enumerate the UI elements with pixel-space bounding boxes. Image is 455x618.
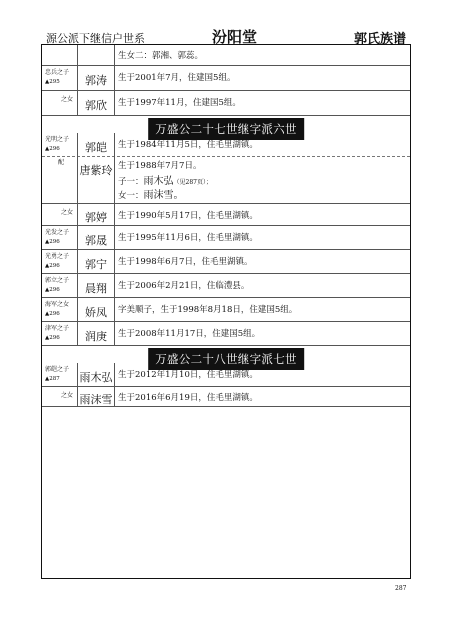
page-reference: ▲296 <box>45 146 60 152</box>
relation-text: 津军之子 <box>45 325 70 332</box>
page-reference: ▲296 <box>45 287 60 293</box>
table-row <box>42 66 410 91</box>
table-row <box>42 274 410 298</box>
daughter-label: 女一： <box>118 191 144 201</box>
person-name: 雨木弘 <box>79 371 113 384</box>
relation-cell <box>42 387 78 406</box>
page-reference: ▲296 <box>45 311 60 317</box>
spouse-son-line <box>118 172 212 187</box>
page-reference: ▲296 <box>45 263 60 269</box>
name-cell <box>78 274 115 297</box>
daughter-name: 雨沫雪。 <box>143 190 184 201</box>
person-name: 晨翔 <box>85 282 107 295</box>
relation-text: 郭立之子 <box>45 277 70 284</box>
person-name: 唐紫玲 <box>79 164 113 177</box>
name-cell <box>78 91 115 115</box>
person-name: 郭婷 <box>85 211 107 224</box>
name-cell <box>78 204 115 225</box>
page-reference: ▲296 <box>45 239 60 245</box>
name-cell <box>78 363 115 386</box>
description-text: 生于1984年11月5日，住毛里湖镇。 <box>118 140 258 150</box>
relation-cell <box>42 156 78 203</box>
relation-cell <box>42 45 78 65</box>
relation-cell <box>42 91 78 115</box>
person-name: 润庚 <box>85 330 107 343</box>
son-page-reference: （见287页）； <box>173 179 212 186</box>
person-name: 郭皑 <box>85 141 107 154</box>
generation-banner: 万盛公二十七世继字派六世 <box>148 118 304 140</box>
table-row <box>42 322 410 346</box>
son-label: 子一： <box>118 177 144 187</box>
description-text: 生于1997年11月，住建国5组。 <box>118 98 241 108</box>
name-cell <box>78 250 115 273</box>
description-text: 生于2012年1月10日，住毛里湖镇。 <box>118 370 258 380</box>
relation-text: 之女 <box>60 392 73 399</box>
relation-cell <box>42 66 78 90</box>
table-row <box>42 156 410 204</box>
relation-text: 海军之女 <box>45 301 70 308</box>
table-row <box>42 387 410 407</box>
table-row <box>42 133 410 156</box>
name-cell <box>78 45 115 65</box>
relation-cell <box>42 250 78 273</box>
table-row <box>42 363 410 387</box>
page-reference: ▲296 <box>45 335 60 341</box>
name-cell <box>78 226 115 249</box>
son-name: 雨木弘 <box>143 176 174 187</box>
table-row <box>42 91 410 116</box>
relation-cell <box>42 226 78 249</box>
relation-cell <box>42 204 78 225</box>
page-reference: ▲295 <box>45 79 60 85</box>
generation-banner: 万盛公二十八世继字派七世 <box>148 348 304 370</box>
relation-cell <box>42 298 78 321</box>
description-text: 生女二：郭湘、郭蕊。 <box>118 51 204 61</box>
relation-text: 郭皑之子 <box>45 366 70 373</box>
table-row <box>42 45 410 66</box>
name-cell <box>78 66 115 90</box>
description-text: 生于1990年5月17日，住毛里湖镇。 <box>118 211 258 221</box>
relation-text: 光明之子 <box>45 136 70 143</box>
spouse-birth: 生于1988年7月7日。 <box>118 161 202 171</box>
person-name: 郭晟 <box>85 234 107 247</box>
table-row <box>42 226 410 250</box>
table-row <box>42 298 410 322</box>
description-text: 生于2006年2月21日，住临澧县。 <box>118 281 250 291</box>
person-name: 郭涛 <box>85 74 107 87</box>
person-name: 娇凤 <box>85 306 107 319</box>
name-cell <box>78 322 115 345</box>
description-text: 生于2016年6月19日，住毛里湖镇。 <box>118 393 258 403</box>
description-text: 生于1998年6月7日，住毛里湖镇。 <box>118 257 253 267</box>
relation-text: 光勇之子 <box>45 253 70 260</box>
name-cell <box>78 156 115 203</box>
description-text: 生于1995年11月6日，住毛里湖镇。 <box>118 233 258 243</box>
genealogy-table <box>41 44 411 579</box>
relation-text: 之女 <box>60 96 73 103</box>
relation-cell <box>42 274 78 297</box>
name-cell <box>78 387 115 406</box>
description-text: 生于2008年11月17日，住建国5组。 <box>118 329 261 339</box>
table-row <box>42 250 410 274</box>
header-left-title: 源公派下继信户世系 <box>46 32 145 45</box>
relation-cell <box>42 133 78 156</box>
person-name: 郭宁 <box>85 258 107 271</box>
person-name: 雨沫雪 <box>79 393 113 406</box>
relation-text: 忠兵之子 <box>45 69 70 76</box>
name-cell <box>78 298 115 321</box>
table-row <box>42 204 410 226</box>
description-text: 生于2001年7月，住建国5组。 <box>118 73 236 83</box>
relation-text: 之女 <box>60 209 73 216</box>
header-hall-name: 汾阳堂 <box>212 28 258 46</box>
person-name: 郭欣 <box>85 99 107 112</box>
relation-cell <box>42 363 78 386</box>
header-genealogy-title: 郭氏族谱 <box>354 32 407 47</box>
description-text: 字美顺子，生于1998年8月18日，住建国5组。 <box>118 305 298 315</box>
name-cell <box>78 133 115 156</box>
page-reference: ▲287 <box>45 376 60 382</box>
relation-text: 光发之子 <box>45 229 70 236</box>
relation-cell <box>42 322 78 345</box>
page-number: 287 <box>395 585 407 592</box>
spouse-daughter-line <box>118 186 184 201</box>
relation-text: 配 <box>58 159 65 166</box>
